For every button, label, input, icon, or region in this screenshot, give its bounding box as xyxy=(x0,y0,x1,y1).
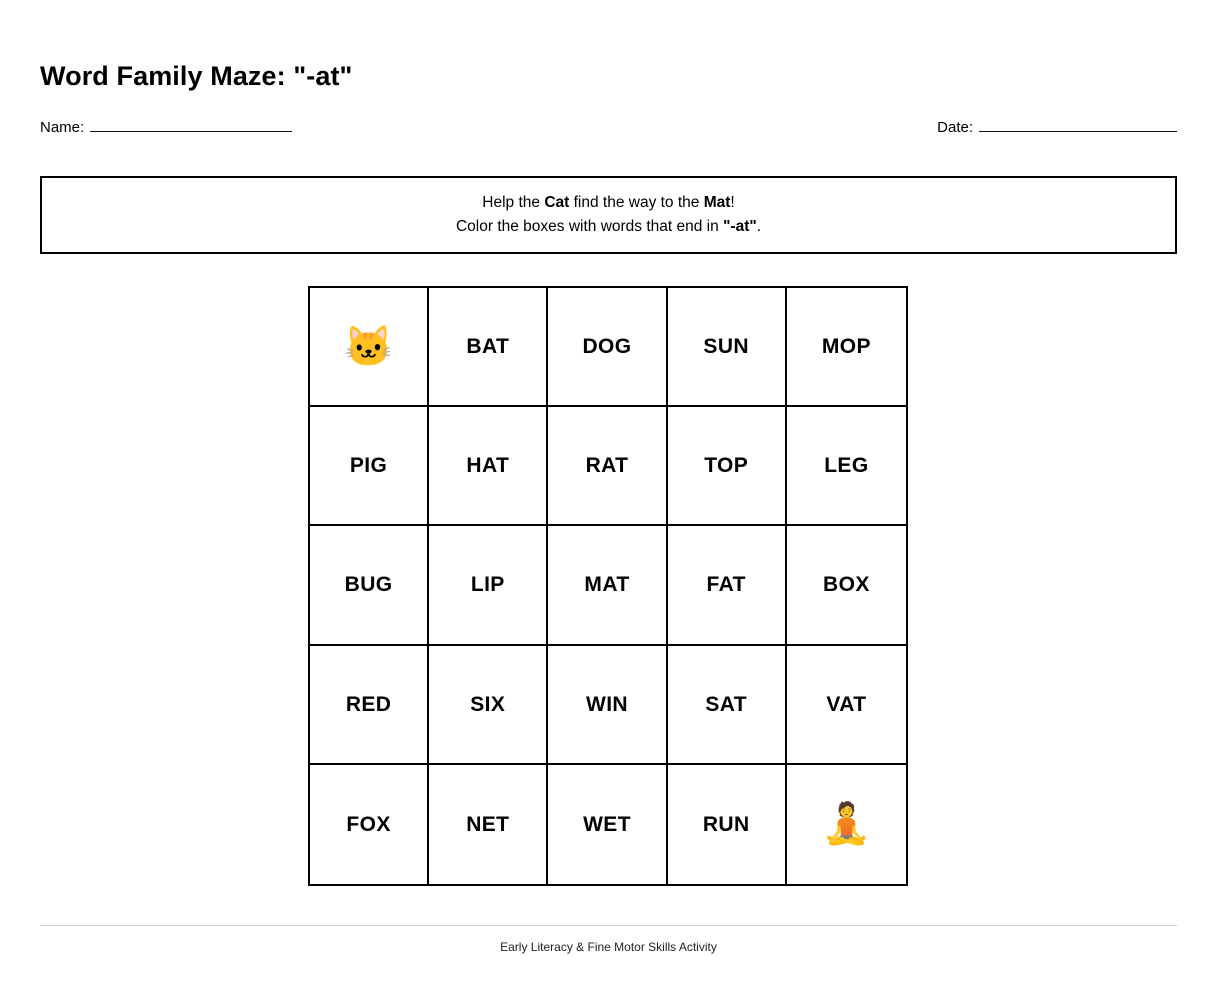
maze-grid xyxy=(308,286,908,886)
date-field[interactable] xyxy=(937,118,1177,138)
person-lotus-position-icon: 🧘 xyxy=(821,802,872,847)
maze-cell-word: MAT xyxy=(584,573,630,597)
instruction-line-1-prefix: Help the xyxy=(482,194,545,211)
cat-face-icon: 🐱 xyxy=(343,324,394,369)
maze-cell-word: NET xyxy=(466,812,510,836)
maze-cell-fat[interactable] xyxy=(668,526,787,645)
maze-cell-word: RAT xyxy=(585,454,629,478)
maze-cell-lip[interactable] xyxy=(429,526,548,645)
maze-cell-word: RED xyxy=(345,692,392,716)
instruction-line-1-suffix: ! xyxy=(730,194,735,211)
instruction-line-2 xyxy=(456,215,761,239)
maze-cell-rat[interactable] xyxy=(548,407,667,526)
instruction-line-1-bold-cat: Cat xyxy=(544,194,570,211)
maze-cell-word: BAT xyxy=(466,335,510,359)
instruction-line-1-bold-mat: Mat xyxy=(703,194,731,211)
maze-cell-win[interactable] xyxy=(548,646,667,765)
maze-cell-word: FAT xyxy=(706,573,746,597)
maze-cell-word: HAT xyxy=(466,454,510,478)
maze-cell-dog[interactable] xyxy=(548,288,667,407)
instruction-line-1 xyxy=(482,191,734,215)
instruction-line-2-prefix: Color the boxes with words that end in xyxy=(455,218,724,235)
maze-cell-word: DOG xyxy=(582,335,632,359)
instruction-line-1-middle: find the way to the xyxy=(569,194,704,211)
maze-cell-net[interactable] xyxy=(429,765,548,884)
maze-cell-word: VAT xyxy=(826,692,867,716)
maze-cell-vat[interactable] xyxy=(787,646,906,765)
maze-cell-word: PIG xyxy=(349,454,388,478)
maze-cell-wet[interactable] xyxy=(548,765,667,884)
instruction-line-2-bold-at: "-at" xyxy=(723,218,757,235)
maze-cell-person-lotus-position-icon[interactable] xyxy=(787,765,906,884)
maze-cell-leg[interactable] xyxy=(787,407,906,526)
maze-cell-mop[interactable] xyxy=(787,288,906,407)
maze-cell-word: TOP xyxy=(704,454,749,478)
maze-cell-word: BOX xyxy=(823,573,870,597)
maze-cell-bug[interactable] xyxy=(310,526,429,645)
maze-cell-word: RUN xyxy=(702,812,750,836)
maze-cell-run[interactable] xyxy=(668,765,787,884)
maze-cell-top[interactable] xyxy=(668,407,787,526)
maze-cell-fox[interactable] xyxy=(310,765,429,884)
maze-cell-hat[interactable] xyxy=(429,407,548,526)
maze-cell-word: SAT xyxy=(705,692,748,716)
maze-cell-box[interactable] xyxy=(787,526,906,645)
name-field[interactable] xyxy=(40,118,292,138)
maze-cell-word: BUG xyxy=(344,573,393,597)
maze-cell-red[interactable] xyxy=(310,646,429,765)
maze-cell-word: FOX xyxy=(346,812,391,836)
maze-cell-word: WET xyxy=(583,812,631,836)
maze-cell-mat[interactable] xyxy=(548,526,667,645)
maze-cell-bat[interactable] xyxy=(429,288,548,407)
maze-cell-word: SUN xyxy=(703,335,749,359)
date-field-writing-line[interactable] xyxy=(979,120,1177,132)
maze-cell-cat-face-icon[interactable] xyxy=(310,288,429,407)
maze-cell-word: SIX xyxy=(470,692,506,716)
maze-cell-sat[interactable] xyxy=(668,646,787,765)
maze-cell-sun[interactable] xyxy=(668,288,787,407)
date-field-label: Date: xyxy=(937,119,973,136)
maze-cell-word: WIN xyxy=(585,692,628,716)
page-title: Word Family Maze: "-at" xyxy=(40,61,353,91)
name-date-row xyxy=(40,118,1177,142)
name-field-label: Name: xyxy=(40,119,85,136)
maze-cell-word: LIP xyxy=(470,573,505,597)
footer-divider xyxy=(40,925,1177,926)
maze-cell-word: LEG xyxy=(824,454,869,478)
name-field-writing-line[interactable] xyxy=(90,120,292,132)
maze-cell-word: MOP xyxy=(821,335,871,359)
maze-cell-six[interactable] xyxy=(429,646,548,765)
instruction-box xyxy=(40,176,1177,254)
instruction-line-2-suffix: . xyxy=(756,218,762,235)
footer-text: Early Literacy & Fine Motor Skills Activity xyxy=(500,940,717,954)
maze-cell-pig[interactable] xyxy=(310,407,429,526)
